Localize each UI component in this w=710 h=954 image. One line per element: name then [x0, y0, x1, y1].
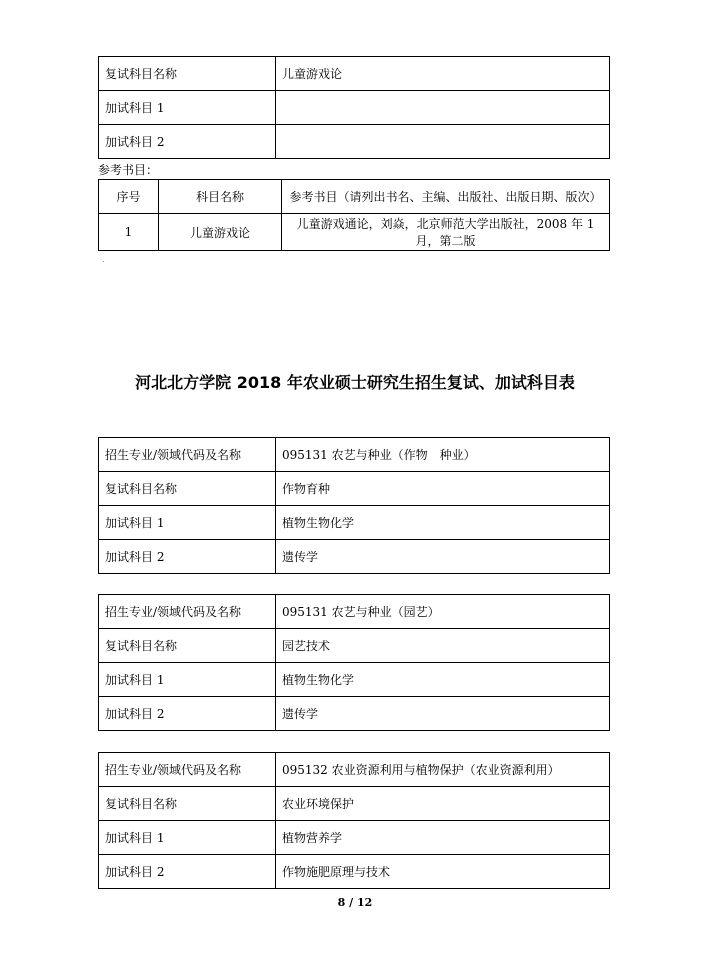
references-table [98, 179, 610, 251]
row-label: 招生专业/领域代码及名称 [99, 438, 276, 472]
table-row [99, 595, 610, 629]
row-value: 作物育种 [276, 472, 610, 506]
row-label: 加试科目 1 [99, 821, 276, 855]
row-label: 招生专业/领域代码及名称 [99, 753, 276, 787]
table-row [99, 629, 610, 663]
table-row [99, 438, 610, 472]
table-row [99, 125, 610, 159]
row-label: 加试科目 2 [99, 540, 276, 574]
subject-table-2 [98, 594, 610, 731]
table-row [99, 787, 610, 821]
header-reference: 参考书目（请列出书名、主编、出版社、出版日期、版次） [282, 180, 610, 214]
row-label: 加试科目 2 [99, 697, 276, 731]
row-label: 加试科目 2 [99, 855, 276, 889]
row-value: 园艺技术 [276, 629, 610, 663]
row-label: 加试科目 1 [99, 506, 276, 540]
row-value: 遗传学 [276, 697, 610, 731]
row-value: 095131 农艺与种业（园艺） [276, 595, 610, 629]
subject-table-3 [98, 752, 610, 889]
subject-table-1 [98, 437, 610, 574]
table-row [99, 855, 610, 889]
header-index: 序号 [99, 180, 159, 214]
row-value: 095132 农业资源利用与植物保护（农业资源利用） [276, 753, 610, 787]
row-value: 儿童游戏论 [276, 57, 610, 91]
table-row [99, 540, 610, 574]
top-subject-table [98, 56, 610, 159]
row-value: 作物施肥原理与技术 [276, 855, 610, 889]
row-label: 加试科目 1 [99, 91, 276, 125]
table-row [99, 697, 610, 731]
table-row [99, 821, 610, 855]
table-row [99, 506, 610, 540]
table-row [99, 214, 610, 251]
row-value: 植物生物化学 [276, 506, 610, 540]
row-value: 遗传学 [276, 540, 610, 574]
row-label: 复试科目名称 [99, 57, 276, 91]
cell-subject: 儿童游戏论 [159, 214, 282, 251]
row-value: 植物营养学 [276, 821, 610, 855]
references-label: 参考书目： [98, 163, 159, 177]
page-number: 8 / 12 [337, 896, 373, 909]
table-row [99, 663, 610, 697]
row-value: 095131 农艺与种业（作物 种业） [276, 438, 610, 472]
row-label: 招生专业/领域代码及名称 [99, 595, 276, 629]
table-header-row [99, 180, 610, 214]
stray-dot [103, 261, 104, 262]
row-label: 复试科目名称 [99, 472, 276, 506]
row-label: 加试科目 2 [99, 125, 276, 159]
page-title: 河北北方学院 2018 年农业硕士研究生招生复试、加试科目表 [135, 373, 575, 392]
cell-reference: 儿童游戏通论，刘焱，北京师范大学出版社，2008 年 1 月，第二版 [282, 214, 610, 251]
row-label: 复试科目名称 [99, 629, 276, 663]
table-row [99, 753, 610, 787]
table-row [99, 57, 610, 91]
row-value [276, 125, 610, 159]
cell-index: 1 [99, 214, 159, 251]
row-label: 复试科目名称 [99, 787, 276, 821]
table-row [99, 472, 610, 506]
row-value [276, 91, 610, 125]
header-subject: 科目名称 [159, 180, 282, 214]
row-value: 农业环境保护 [276, 787, 610, 821]
row-label: 加试科目 1 [99, 663, 276, 697]
table-row [99, 91, 610, 125]
row-value: 植物生物化学 [276, 663, 610, 697]
